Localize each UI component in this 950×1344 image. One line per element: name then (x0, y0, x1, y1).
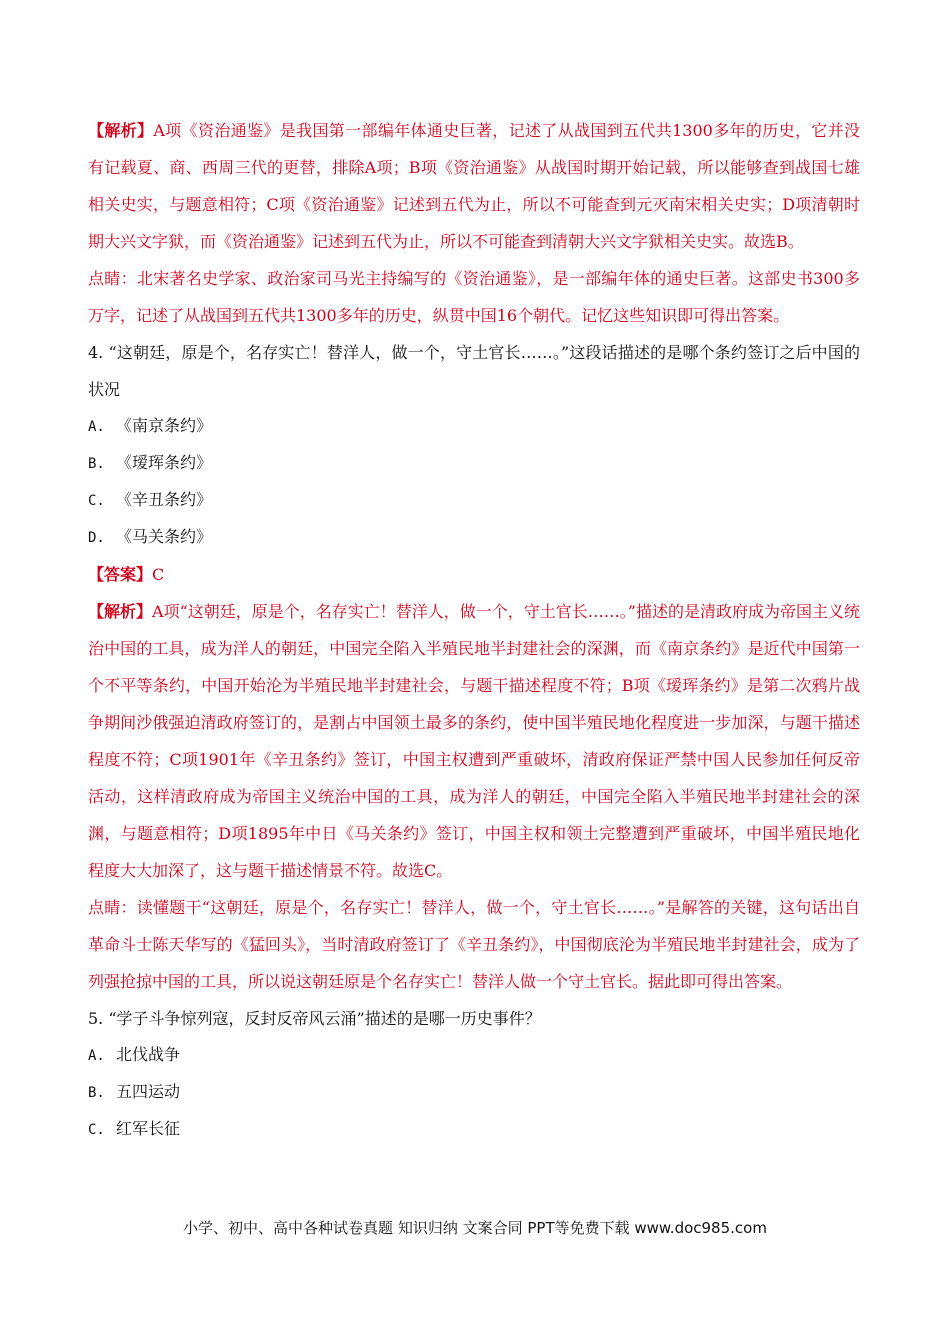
analysis-text: A项“这朝廷，原是个，名存实亡！替洋人，做一个，守土官长……。”描述的是清政府成为帝国主义统治中国的工具，成为洋人的朝廷，中国完全陷入半殖民地半封建社会的深渊，而《南京条约》是近代中国第一个不平等条约，中国开始沦为半殖民地半封建社会，与题干描述程度不符；B项《瑷珲条约》是第二次鸦片战争期间沙俄强迫清政府签订的，是割占中国领土最多的条约，使中国半殖民地化程度进一步加深，与题干描述程度不符；C项1901年《辛丑条约》签订，中国主权遭到严重破坏，清政府保证严禁中国人民参加任何反帝活动，这样清政府成为帝国主义统治中国的工具，成为洋人的朝廷，中国完全陷入半殖民地半封建社会的深渊，与题意相符；D项1895年中日《马关条约》签订，中国主权和领土完整遭到严重破坏，中国半殖民地化程度大大加深了，这与题干描述情景不符。故选C。 (88, 602, 860, 880)
option-text: 红军长征 (116, 1119, 181, 1138)
question-4-tip: 点睛：读懂题干“这朝廷，原是个，名存实亡！替洋人，做一个，守土官长……。”是解答的关键，这句话出自革命斗士陈天华写的《猛回头》，当时清政府签订了《辛丑条约》，中国彻底沦为半殖民地半封建社会，成为了列强抢掠中国的工具，所以说这朝廷原是个名存实亡！替洋人做一个守土官长。据此即可得出答案。 (88, 898, 860, 991)
question-4-option-c (88, 482, 860, 519)
option-letter: C. (88, 1122, 105, 1138)
option-letter: A. (88, 419, 105, 435)
analysis-text: A项《资治通鉴》是我国第一部编年体通史巨著，记述了从战国到五代共1300多年的历史，它并没有记载夏、商、西周三代的更替，排除A项；B项《资治通鉴》从战国时期开始记载，所以能够查到战国七雄相关史实，与题意相符；C项《资治通鉴》记述到五代为止，所以不可能查到元灭南宋相关史实；D项清朝时期大兴文字狱，而《资治通鉴》记述到五代为止，所以不可能查到清朝大兴文字狱相关史实。故选B。 (88, 121, 860, 251)
option-text: 《马关条约》 (116, 527, 213, 546)
option-text: 《瑷珲条约》 (116, 453, 213, 472)
question-4-answer (88, 556, 860, 593)
question-4-option-a (88, 408, 860, 445)
analysis-tag: 【解析】 (88, 602, 153, 621)
option-text: 《南京条约》 (116, 416, 213, 435)
answer-value: C (152, 565, 165, 584)
tip-block-q3: 点睛：北宋著名史学家、政治家司马光主持编写的《资治通鉴》，是一部编年体的通史巨著。这部史书300多万字，记述了从战国到五代共1300多年的历史，纵贯中国16个朝代。记忆这些知识即可得出答案。 (88, 269, 860, 325)
option-letter: B. (88, 1085, 105, 1101)
question-5-option-a (88, 1037, 860, 1074)
option-text: 《辛丑条约》 (116, 490, 213, 509)
document-body (88, 112, 860, 1148)
option-letter: B. (88, 456, 105, 472)
analysis-tag: 【解析】 (88, 121, 154, 140)
page-footer: 小学、初中、高中各种试卷真题 知识归纳 文案合同 PPT等免费下载 www.doc985.com (183, 1219, 767, 1237)
option-text: 五四运动 (116, 1082, 181, 1101)
question-4-analysis (88, 593, 860, 889)
analysis-block-q3 (88, 112, 860, 260)
question-4-option-d (88, 519, 860, 556)
question-5-option-b (88, 1074, 860, 1111)
question-4-stem: 4. “这朝廷，原是个，名存实亡！替洋人，做一个，守土官长……。”这段话描述的是哪个条约签订之后中国的状况 (88, 343, 860, 399)
option-letter: A. (88, 1048, 105, 1064)
option-letter: C. (88, 493, 105, 509)
question-5-stem: 5. “学子斗争惊列寇，反封反帝风云涌”描述的是哪一历史事件？ (88, 1009, 541, 1028)
option-text: 北伐战争 (116, 1045, 181, 1064)
question-4-option-b (88, 445, 860, 482)
option-letter: D. (88, 530, 105, 546)
question-5-option-c (88, 1111, 860, 1148)
answer-tag: 【答案】 (88, 565, 153, 584)
